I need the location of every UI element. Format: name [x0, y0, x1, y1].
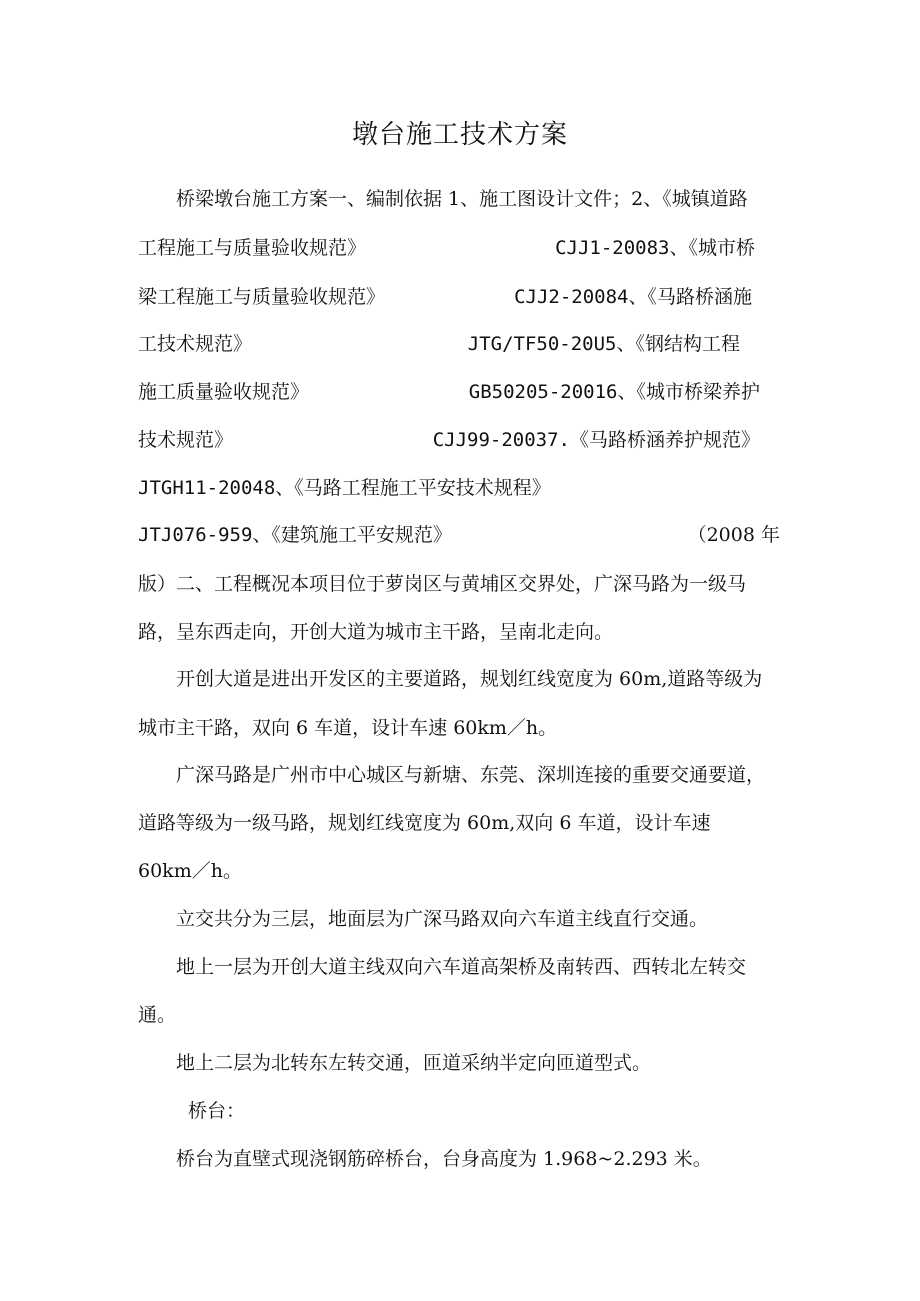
text-line-7: JTGH11-20048、《马路工程施工平安技术规程》 — [138, 477, 551, 499]
text-line-13: 广深马路是广州市中心城区与新塘、东莞、深圳连接的重要交通要道， — [176, 764, 766, 786]
text-line-9: 版）二、工程概况本项目位于萝岗区与黄埔区交界处，广深马路为一级马 — [138, 573, 747, 595]
text-line-18: 通。 — [138, 1004, 177, 1026]
text-line-3 — [138, 285, 782, 309]
text-line-4-right: JTG/TF50-20U5、《钢结构工程 — [467, 333, 740, 355]
text-line-5-right: GB50205-20016、《城市桥梁养护 — [468, 381, 760, 403]
text-line-1: 桥梁墩台施工方案一、编制依据 1、施工图设计文件；2、《城镇道路 — [176, 188, 748, 210]
text-line-10: 路，呈东西走向，开创大道为城市主干路，呈南北走向。 — [138, 621, 614, 643]
text-line-4 — [138, 332, 782, 356]
text-line-5-left: 施工质量验收规范》 — [138, 381, 310, 403]
text-line-2-left: 工程施工与质量验收规范》 — [138, 237, 367, 259]
text-line-2 — [138, 236, 782, 260]
text-line-14: 道路等级为一级马路，规划红线宽度为 60m,双向 6 车道，设计车速 — [138, 812, 711, 834]
text-line-17: 地上一层为开创大道主线双向六车道高架桥及南转西、西转北左转交 — [176, 956, 747, 978]
text-line-6-left: 技术规范》 — [138, 429, 234, 451]
text-line-16: 立交共分为三层，地面层为广深马路双向六车道主线直行交通。 — [176, 908, 709, 930]
text-line-8 — [138, 523, 782, 547]
document-title: 墩台施工技术方案 — [351, 120, 568, 150]
text-line-15: 60km／h。 — [138, 860, 242, 882]
text-line-3-left: 梁工程施工与质量验收规范》 — [138, 286, 386, 308]
text-line-8-right: （2008 年 — [687, 524, 780, 546]
text-line-5 — [138, 380, 782, 404]
text-line-11: 开创大道是进出开发区的主要道路，规划红线宽度为 60m,道路等级为 — [176, 668, 763, 690]
text-line-8-left: JTJ076-959、《建筑施工平安规范》 — [138, 524, 452, 546]
text-line-4-left: 工技术规范》 — [138, 333, 253, 355]
text-line-21: 桥台为直壁式现浇钢筋碎桥台，台身高度为 1.968~2.293 米。 — [176, 1148, 712, 1170]
text-line-6-right: CJJ99-20037.《马路桥涵养护规范》 — [432, 429, 760, 451]
text-line-2-right: CJJ1-20083、《城市桥 — [555, 237, 755, 259]
text-line-19: 地上二层为北转东左转交通，匝道采纳半定向匝道型式。 — [176, 1052, 652, 1074]
text-line-6 — [138, 428, 782, 452]
text-line-3-right: CJJ2-20084、《马路桥涵施 — [514, 286, 752, 308]
section-heading-abutment: 桥台： — [188, 1100, 246, 1122]
text-line-12: 城市主干路，双向 6 车道，设计车速 60km／h。 — [138, 717, 558, 739]
